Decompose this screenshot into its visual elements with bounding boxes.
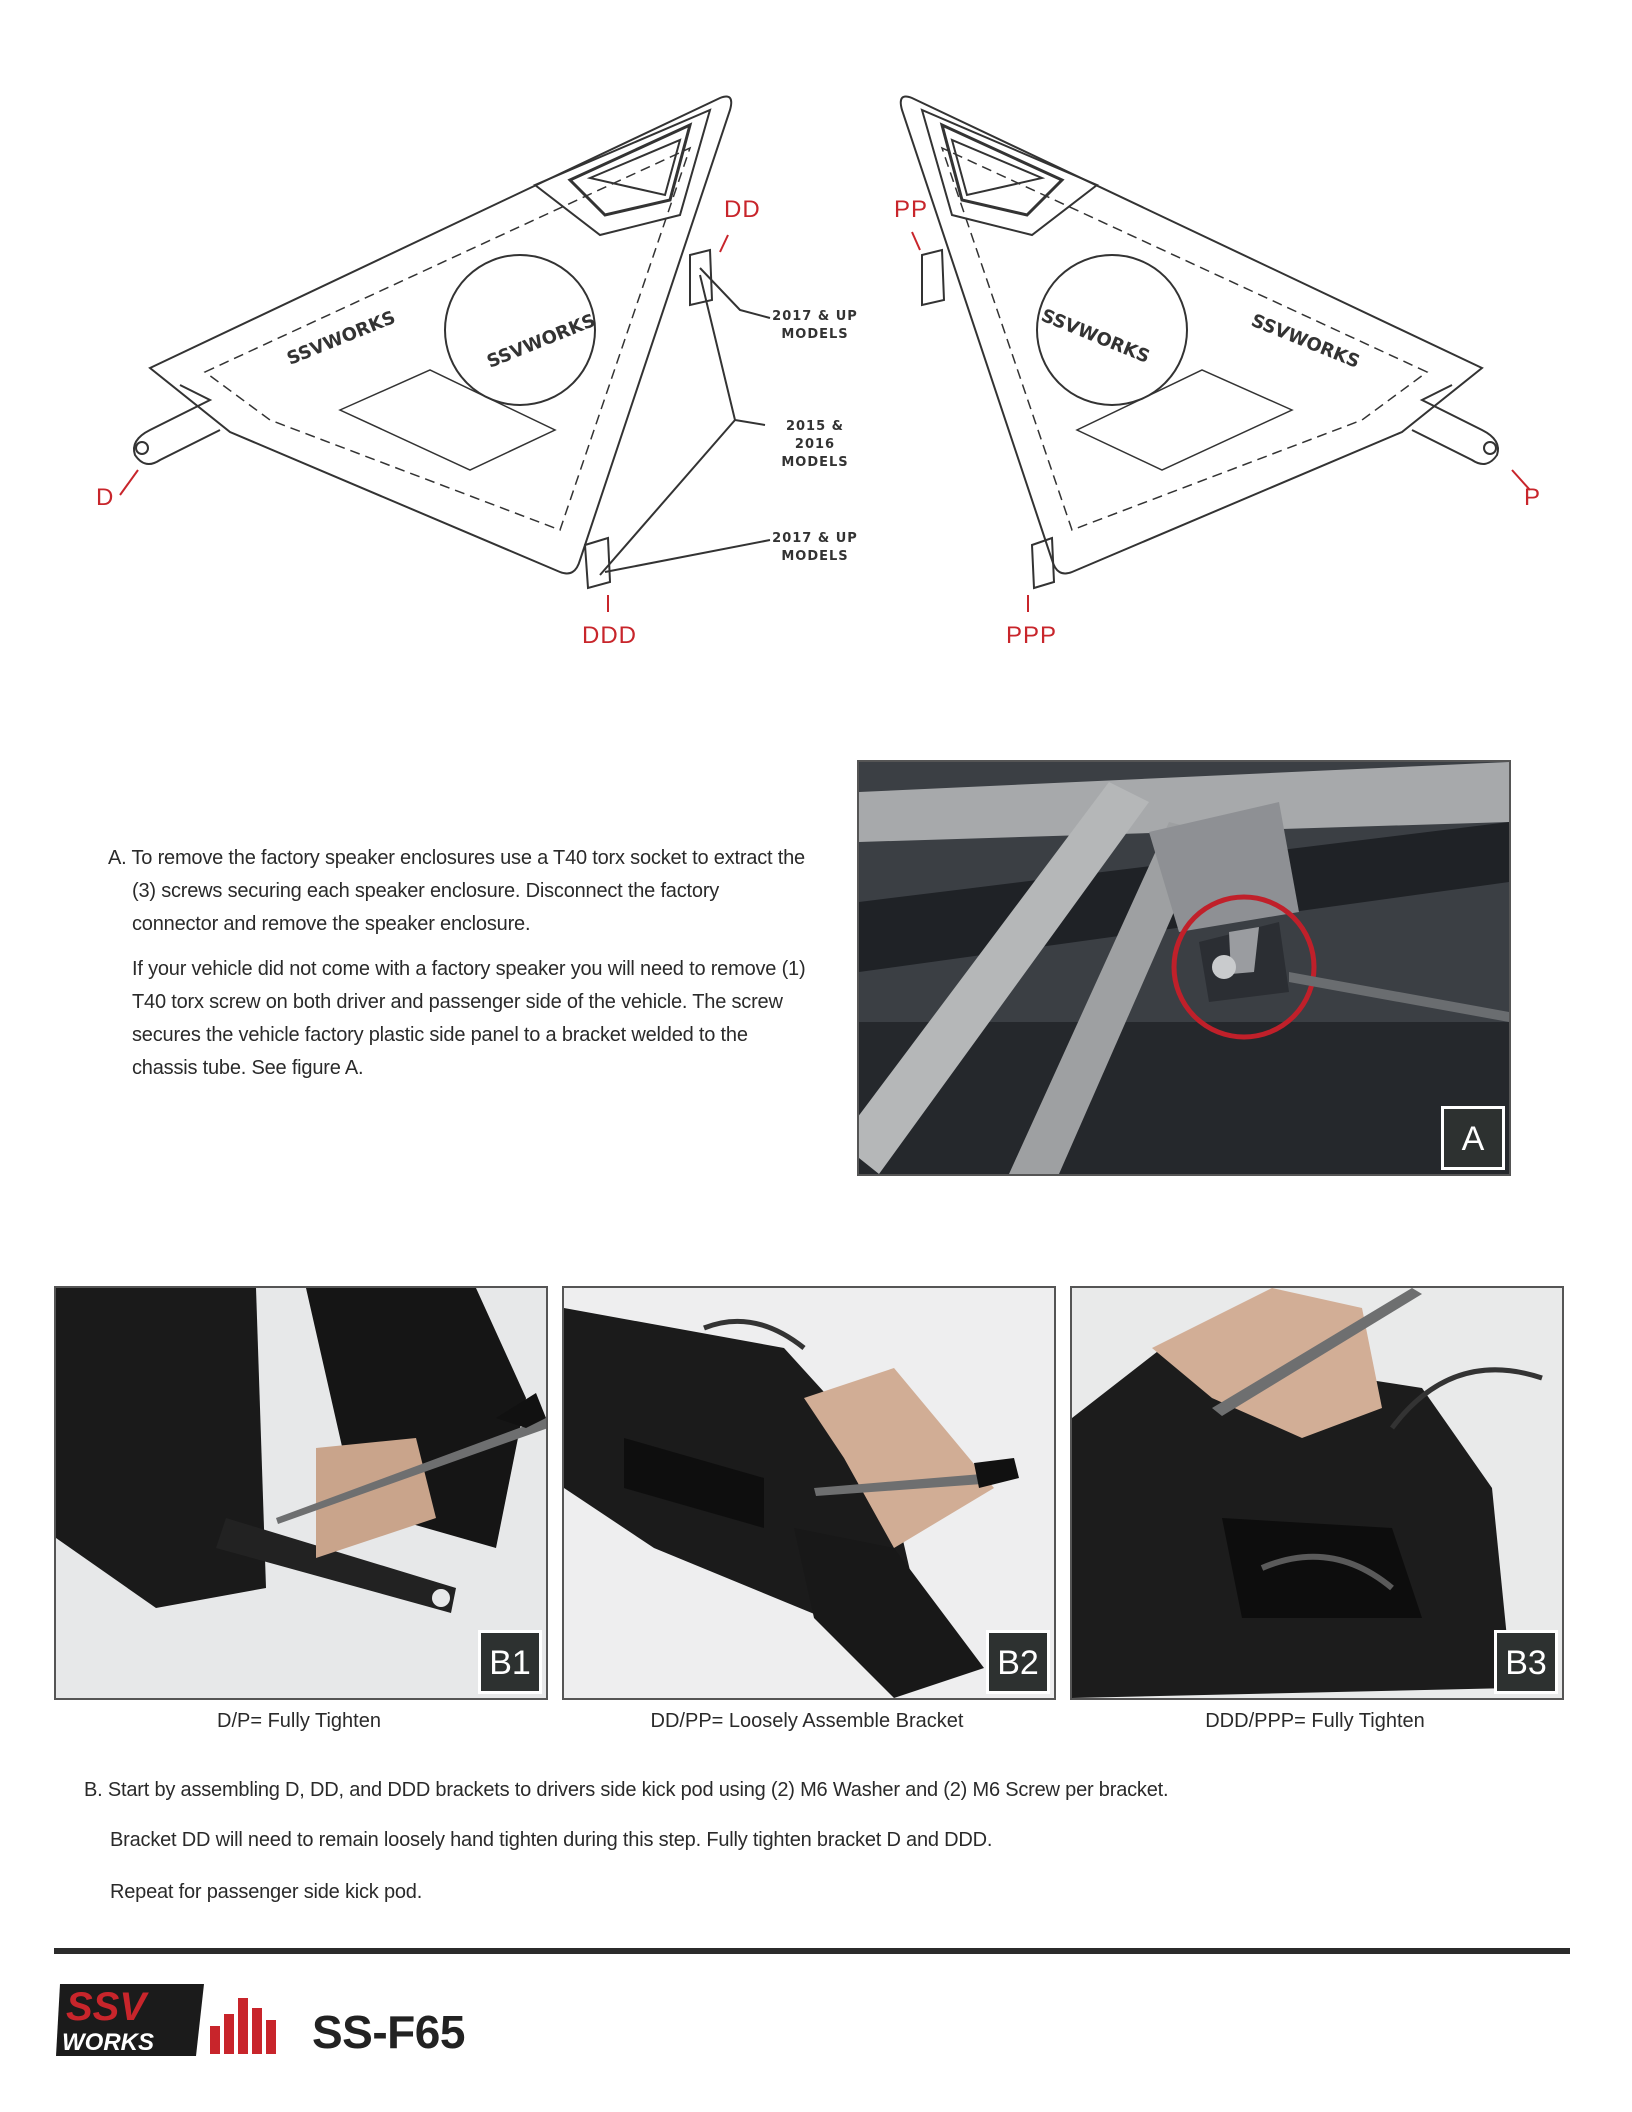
callout-pp: PP (894, 196, 929, 223)
figure-a-label: A (1441, 1106, 1505, 1170)
step-a-paragraph-2: If your vehicle did not come with a factory speaker you will need to remove (1) T40 torx screw on both driver and passenger side of the vehicle. The screw secures the vehicle factory plastic side panel to a bracket welded to the chassis tube. See figure A. (132, 958, 806, 1079)
left-kick-pod-outline (150, 97, 731, 574)
figure-b1-photo (54, 1286, 548, 1700)
model-note-bottom: 2017 & UP MODELS (772, 531, 858, 564)
right-panel-logo: SSVWORKS (1248, 310, 1363, 373)
figure-a-photo (857, 760, 1511, 1176)
figure-b1-caption: D/P= Fully Tighten (217, 1710, 381, 1732)
model-note-middle: 2015 & 2016 MODELS (781, 419, 849, 470)
callout-d: D (96, 484, 115, 511)
footer-rule (54, 1948, 1570, 1954)
callout-ppp: PPP (1006, 622, 1058, 649)
right-kick-pod-outline (901, 97, 1482, 574)
figure-b2-photo (562, 1286, 1056, 1700)
figure-b2-caption: DD/PP= Loosely Assemble Bracket (650, 1710, 964, 1732)
step-b-line-2: Bracket DD will need to remain loosely hand tighten during this step. Fully tighten bracket D and DDD. (110, 1829, 993, 1851)
right-speaker-logo: SSVWORKS (1038, 305, 1153, 368)
logo-works-text: WORKS (62, 2029, 154, 2056)
exploded-diagram (0, 0, 1632, 700)
step-b-line-3: Repeat for passenger side kick pod. (110, 1881, 423, 1903)
figure-b3-photo (1070, 1286, 1564, 1700)
callout-dd: DD (724, 196, 761, 223)
logo-ssv-text: SSV (66, 1985, 147, 2029)
figure-b3-caption: DDD/PPP= Fully Tighten (1205, 1710, 1425, 1732)
callout-ddd: DDD (582, 622, 637, 649)
figure-b1-label: B1 (478, 1630, 542, 1694)
figure-b2-label: B2 (986, 1630, 1050, 1694)
left-panel-logo: SSVWORKS (284, 307, 399, 370)
part-number: SS-F65 (312, 2006, 465, 2058)
left-speaker-logo: SSVWORKS (484, 310, 599, 373)
step-b-line-1: B. Start by assembling D, DD, and DDD brackets to drivers side kick pod using (2) M6 Washer and (2) M6 Screw per bracket. (84, 1779, 1169, 1801)
callout-p: P (1524, 484, 1542, 511)
figure-b3-label: B3 (1494, 1630, 1558, 1694)
kick-pod-line-drawing (0, 0, 1632, 700)
step-a-paragraph-1: A. To remove the factory speaker enclosures use a T40 torx socket to extract the (3) screws securing each speaker enclosure. Disconnect the factory connector and remove the speaker enclosure. (108, 847, 805, 935)
model-note-top: 2017 & UP MODELS (772, 309, 858, 342)
equalizer-bars-icon (210, 1998, 276, 2054)
ssv-works-logo (54, 1978, 286, 2062)
step-a-text (108, 842, 808, 1085)
